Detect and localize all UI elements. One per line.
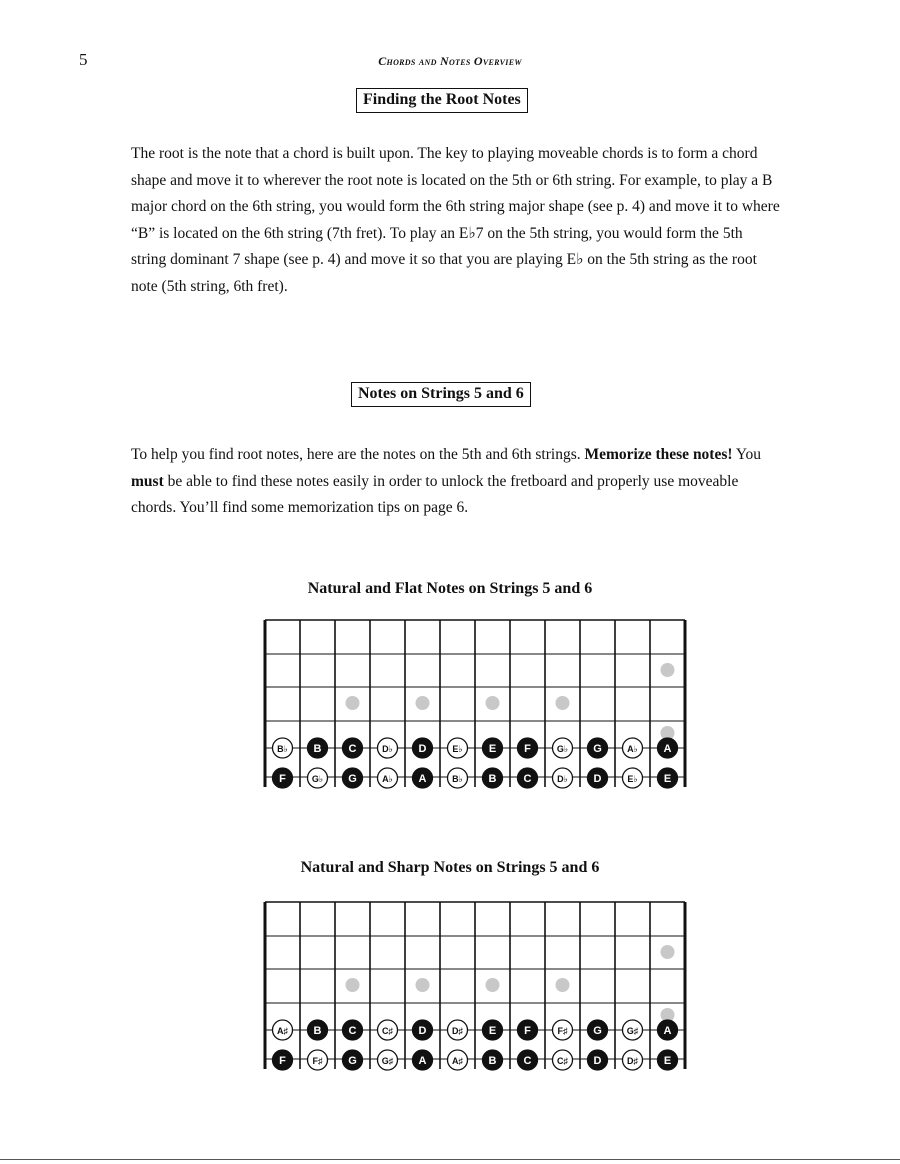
para-text: To help you find root notes, here are the notes on the 5th and 6th strings. — [131, 446, 585, 463]
string5-note-label: F — [524, 1025, 531, 1037]
string5-note-label: D — [418, 743, 427, 755]
string6-note-label: E — [663, 773, 672, 785]
fret-inlay-dot — [661, 663, 675, 677]
string6-note-label: F — [279, 1055, 286, 1067]
string5-note-label: A♭ — [627, 744, 638, 754]
string5-note-label: G — [593, 743, 602, 755]
string5-note-label: D — [418, 1025, 427, 1037]
para-bold: must — [131, 472, 164, 490]
fret-inlay-dot — [661, 945, 675, 959]
string6-note-label: E♭ — [627, 774, 638, 784]
string6-note-label: B — [488, 773, 497, 785]
chart-title-flat: Natural and Flat Notes on Strings 5 and 6 — [307, 580, 593, 597]
fret-inlay-dot — [556, 978, 570, 992]
string6-note-label: A♭ — [382, 774, 393, 784]
section-heading-root-notes: Finding the Root Notes — [356, 88, 528, 113]
string6-note-label: G♭ — [311, 774, 324, 784]
para-text: be able to find these notes easily in order to unlock the fretboard and properly use moveable chords. You’ll find some memorization tips on page 6. — [131, 472, 739, 516]
fretboard-flat-notes — [262, 615, 692, 800]
string5-note-label: D♭ — [382, 744, 393, 754]
string5-note-label: D♯ — [452, 1026, 463, 1036]
string5-note-label: C — [348, 743, 357, 755]
fret-inlay-dot — [556, 696, 570, 710]
string6-note-label: G♯ — [381, 1056, 394, 1066]
string6-note-label: F — [279, 773, 286, 785]
page-bottom-rule — [0, 1159, 900, 1160]
string6-note-label: F♯ — [312, 1056, 323, 1066]
root-notes-paragraph: The root is the note that a chord is built upon. The key to playing moveable chords is to form a chord shape and move it to wherever the root note is located on the 5th or 6th string. For example, to play a B major chord on the 6th string, you would form the 6th string major shape (see p. 4) and move it to where “B” is located on the 6th string (7th fret). To play an E♭7 on the 5th string, you would form the 5th string dominant 7 shape (see p. 4) and move it so that you are playing E♭ on the 5th string as the root note (5th string, 6th fret). — [131, 145, 780, 295]
string6-note-label: B — [488, 1055, 497, 1067]
string6-note-label: A — [418, 1055, 427, 1067]
string5-note-label: F — [524, 743, 531, 755]
fret-inlay-dot — [416, 696, 430, 710]
fret-inlay-dot — [346, 978, 360, 992]
string5-note-label: G♯ — [626, 1026, 639, 1036]
string6-note-label: D — [593, 773, 602, 785]
string6-note-label: D♭ — [557, 774, 568, 784]
string5-note-label: E — [488, 743, 497, 755]
string5-note-label: C — [348, 1025, 357, 1037]
string5-note-label: A — [663, 1025, 672, 1037]
string5-note-label: B — [313, 1025, 322, 1037]
string5-note-label: G — [593, 1025, 602, 1037]
string6-note-label: A♯ — [452, 1056, 463, 1066]
string5-note-label: E♭ — [452, 744, 463, 754]
running-title: Chords and Notes Overview — [378, 54, 522, 68]
string6-note-label: G — [348, 1055, 357, 1067]
fret-inlay-dot — [486, 696, 500, 710]
string5-note-label: B♭ — [277, 744, 288, 754]
string6-note-label: C♯ — [557, 1056, 568, 1066]
fret-inlay-dot — [486, 978, 500, 992]
string6-note-label: D♯ — [627, 1056, 638, 1066]
string6-note-label: B♭ — [452, 774, 463, 784]
string6-note-label: G — [348, 773, 357, 785]
string6-note-label: A — [418, 773, 427, 785]
string5-note-label: A — [663, 743, 672, 755]
para-bold: Memorize these notes! — [584, 446, 733, 463]
page-number: 5 — [79, 50, 88, 69]
string5-note-label: F♯ — [557, 1026, 568, 1036]
string5-note-label: A♯ — [277, 1026, 288, 1036]
string5-note-label: G♭ — [556, 744, 569, 754]
string5-note-label: C♯ — [382, 1026, 393, 1036]
chart-title-sharp: Natural and Sharp Notes on Strings 5 and 6 — [300, 859, 600, 876]
fret-inlay-dot — [416, 978, 430, 992]
para-text: You — [732, 446, 761, 463]
strings-paragraph — [131, 442, 781, 522]
string5-note-label: E — [488, 1025, 497, 1037]
string5-note-label: B — [313, 743, 322, 755]
string6-note-label: D — [593, 1055, 602, 1067]
fretboard-sharp-notes — [262, 897, 692, 1082]
string6-note-label: C — [523, 773, 532, 785]
string6-note-label: C — [523, 1055, 532, 1067]
string6-note-label: E — [663, 1055, 672, 1067]
fret-inlay-dot — [346, 696, 360, 710]
section-heading-strings-5-6: Notes on Strings 5 and 6 — [351, 382, 531, 407]
